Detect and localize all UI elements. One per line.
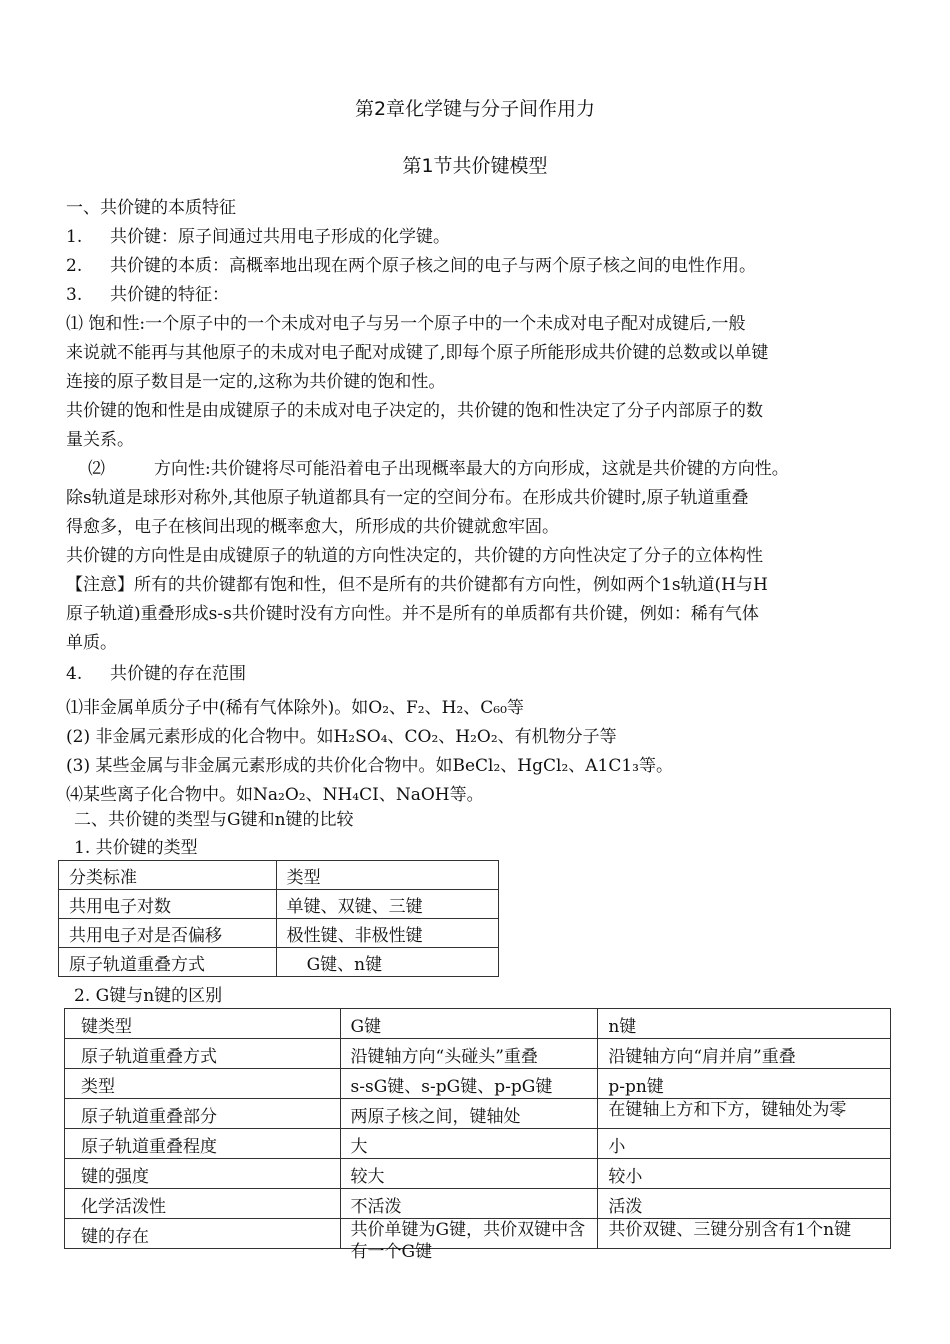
table-cell: G键 [340, 1009, 598, 1039]
direction-label: ⑵ [88, 459, 105, 479]
table-cell: 类型 [65, 1069, 341, 1099]
item-4 [66, 660, 896, 689]
table-cell [340, 1219, 598, 1262]
table-cell: 键的强度 [65, 1159, 341, 1189]
table-row [65, 1039, 891, 1069]
table-cell: 共用电子对数 [59, 890, 277, 919]
direction-line-2: 除s轨道是球形对称外,其他原子轨道都具有一定的空间分布。在形成共价键时,原子轨道重叠 [66, 488, 749, 508]
saturation-line-3: 连接的原子数目是一定的,这称为共价键的饱和性。 [66, 372, 446, 392]
bond-type-table [58, 860, 499, 977]
saturation-line-2: 来说就不能再与其他原子的未成对电子配对成键了,即每个原子所能形成共价键的总数或以单键 [66, 343, 769, 363]
item-1-text: 共价键：原子间通过共用电子形成的化学键。 [110, 227, 450, 247]
table-cell [598, 1219, 891, 1249]
table-row [59, 890, 499, 919]
saturation-note-line-1: 共价键的饱和性是由成键原子的未成对电子决定的，共价键的饱和性决定了分子内部原子的数 [66, 401, 763, 421]
table-row [59, 948, 499, 977]
item-3-number: 3. [66, 285, 83, 305]
range-1: ⑴非金属单质分子中(稀有气体除外)。如O₂、F₂、H₂、C₆₀等 [66, 698, 524, 718]
direction-line-1 [66, 455, 896, 484]
item-4-number: 4. [66, 664, 83, 684]
heading-1: 一、共价键的本质特征 [66, 198, 236, 218]
notice-line-1: 【注意】所有的共价键都有饱和性，但不是所有的共价键都有方向性，例如两个1s轨道(H与H [66, 575, 768, 595]
table-cell: 原子轨道重叠方式 [59, 948, 277, 977]
item-1-number: 1. [66, 227, 83, 247]
table-cell: G键、n键 [276, 948, 498, 977]
clipped-cell-text: 在键轴上方和下方，键轴处为零 [608, 1100, 847, 1120]
table-row [65, 1219, 891, 1249]
item-2-number: 2. [66, 256, 83, 276]
range-3: (3) 某些金属与非金属元素形成的共价化合物中。如BeCl₂、HgCl₂、A1C1₃等。 [66, 756, 673, 776]
table-row [65, 1009, 891, 1039]
sigma-pi-table [64, 1008, 891, 1262]
table-cell: 沿键轴方向“头碰头”重叠 [340, 1039, 598, 1069]
range-2: (2) 非金属元素形成的化合物中。如H₂SO₄、CO₂、H₂O₂、有机物分子等 [66, 727, 617, 747]
table-cell: p-pn键 [598, 1069, 891, 1099]
table-cell: 较小 [598, 1159, 891, 1189]
heading-2: 二、共价键的类型与G键和n键的比较 [74, 810, 354, 830]
table-cell: 不活泼 [340, 1189, 598, 1219]
table-cell [598, 1099, 891, 1129]
table-cell: 小 [598, 1129, 891, 1159]
table-cell: 极性键、非极性键 [276, 919, 498, 948]
item-3 [66, 281, 896, 310]
section-title: 第1节共价键模型 [402, 155, 548, 177]
table-row [65, 1189, 891, 1219]
item-2-text: 共价键的本质：高概率地出现在两个原子核之间的电子与两个原子核之间的电性作用。 [110, 256, 756, 276]
notice-line-2: 原子轨道)重叠形成s-s共价键时没有方向性。并不是所有的单质都有共价键，例如：稀有气体 [66, 604, 759, 624]
table-cell: 类型 [276, 861, 498, 890]
heading-2-2: 2. G键与n键的区别 [74, 986, 223, 1006]
direction-line-3: 得愈多，电子在核间出现的概率愈大，所形成的共价键就愈牢固。 [66, 517, 559, 537]
range-4: ⑷某些离子化合物中。如Na₂O₂、NH₄CI、NaOH等。 [66, 785, 484, 805]
table-cell: 键类型 [65, 1009, 341, 1039]
item-4-text: 共价键的存在范围 [110, 664, 246, 684]
table-cell: 原子轨道重叠部分 [65, 1099, 341, 1129]
direction-text: 方向性:共价键将尽可能沿着电子出现概率最大的方向形成，这就是共价键的方向性。 [154, 459, 789, 479]
table-cell: 单键、双键、三键 [276, 890, 498, 919]
table-row [65, 1099, 891, 1129]
table-cell: 大 [340, 1129, 598, 1159]
table-cell: 活泼 [598, 1189, 891, 1219]
table-cell: 沿键轴方向“肩并肩”重叠 [598, 1039, 891, 1069]
saturation-note-line-2: 量关系。 [66, 430, 134, 450]
table-row [65, 1129, 891, 1159]
table-cell: 共用电子对是否偏移 [59, 919, 277, 948]
table-cell: n键 [598, 1009, 891, 1039]
table-cell: s-sG键、s-pG键、p-pG键 [340, 1069, 598, 1099]
clipped-cell-text: 共价单键为G键，共价双键中含有一个G键 [350, 1220, 586, 1262]
item-1 [66, 223, 896, 252]
notice-line-3: 单质。 [66, 633, 117, 653]
table-row [65, 1069, 891, 1099]
table-cell: 化学活泼性 [65, 1189, 341, 1219]
table-cell: 键的存在 [65, 1219, 341, 1249]
item-2 [66, 252, 896, 281]
table-cell: 分类标准 [59, 861, 277, 890]
table-cell: 原子轨道重叠方式 [65, 1039, 341, 1069]
table-cell: 较大 [340, 1159, 598, 1189]
chapter-title: 第2章化学键与分子间作用力 [354, 98, 596, 120]
table-row [59, 919, 499, 948]
saturation-line-1: ⑴ 饱和性:一个原子中的一个未成对电子与另一个原子中的一个未成对电子配对成键后,一般 [66, 314, 746, 334]
table-cell: 原子轨道重叠程度 [65, 1129, 341, 1159]
table-cell: 两原子核之间，键轴处 [340, 1099, 598, 1129]
table-row [65, 1159, 891, 1189]
item-3-text: 共价键的特征： [110, 285, 229, 305]
direction-note: 共价键的方向性是由成键原子的轨道的方向性决定的，共价键的方向性决定了分子的立体构性 [66, 546, 763, 566]
clipped-cell-text: 共价双键、三键分别含有1个n键 [608, 1220, 852, 1240]
heading-2-1: 1. 共价键的类型 [74, 838, 198, 858]
table-row [59, 861, 499, 890]
